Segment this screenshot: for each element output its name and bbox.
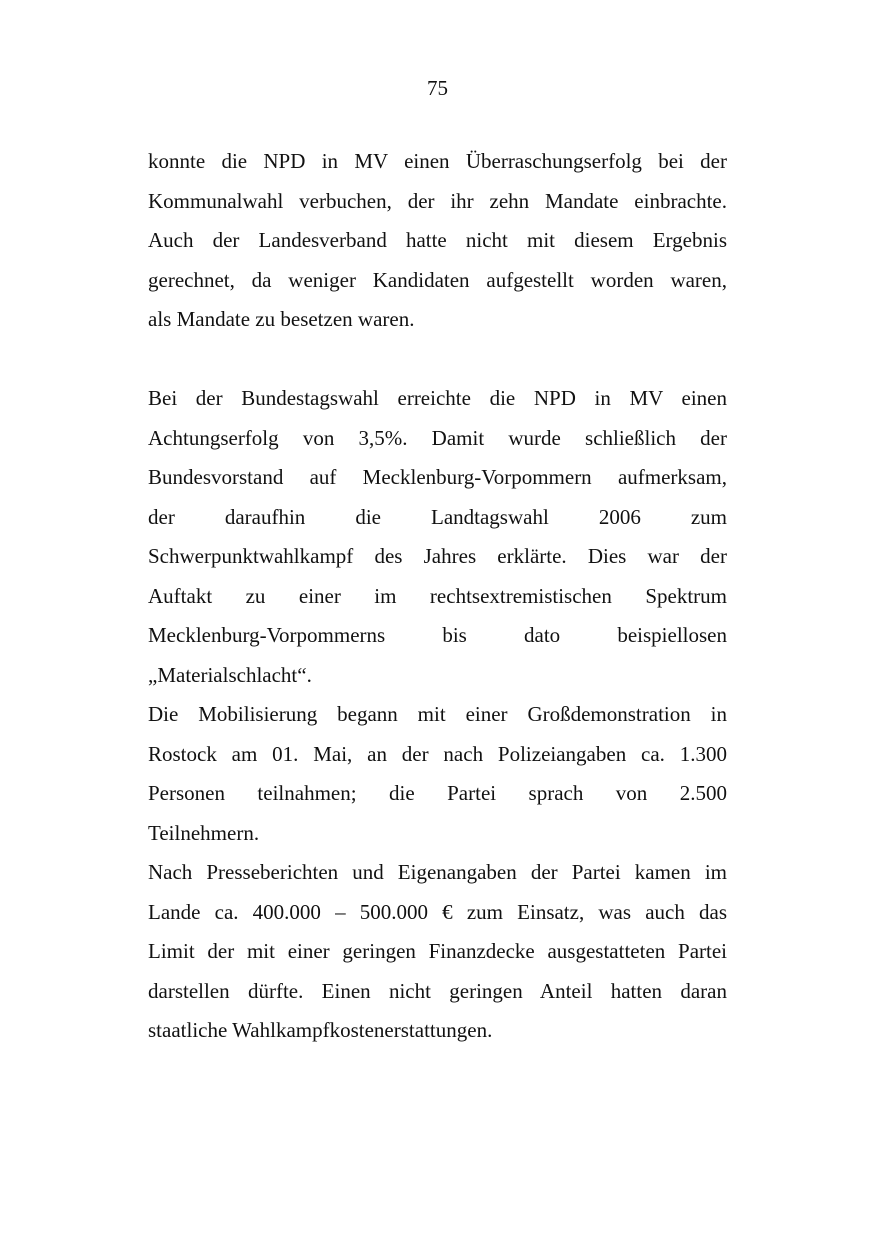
text-block-main: [148, 379, 727, 1051]
text-line: Personen teilnahmen; die Partei sprach von 2.500: [148, 781, 727, 805]
text-line: Bei der Bundestagswahl erreichte die NPD in MV einen: [148, 386, 727, 410]
paragraph-finanzen: [148, 853, 727, 1051]
text-line: Achtungserfolg von 3,5%. Damit wurde schließlich der: [148, 425, 727, 450]
text-line: konnte die NPD in MV einen Überraschungserfolg bei der: [148, 149, 727, 173]
text-line: Auch der Landesverband hatte nicht mit diesem Ergebnis: [148, 228, 727, 252]
text-line: Teilnehmern.: [148, 820, 260, 845]
text-line: gerechnet, da weniger Kandidaten aufgestellt worden waren,: [148, 267, 727, 292]
text-line: Die Mobilisierung begann mit einer Großdemonstration in: [148, 702, 727, 726]
text-line: Rostock am 01. Mai, an der nach Polizeiangaben ca. 1.300: [148, 741, 727, 766]
text-line: Schwerpunktwahlkampf des Jahres erklärte. Dies war der: [148, 544, 727, 568]
paragraph-mobilisierung: [148, 695, 727, 853]
text-block-intro: [148, 142, 727, 340]
text-line: Lande ca. 400.000 – 500.000 € zum Einsatz, was auch das: [148, 899, 727, 924]
page-number: 75: [427, 76, 448, 100]
text-line: Limit der mit einer geringen Finanzdecke ausgestatteten Partei: [148, 939, 727, 963]
text-line: Kommunalwahl verbuchen, der ihr zehn Mandate einbrachte.: [148, 188, 727, 213]
text-line: Bundesvorstand auf Mecklenburg-Vorpommern aufmerksam,: [148, 465, 727, 489]
text-line: der daraufhin die Landtagswahl 2006 zum: [148, 504, 727, 529]
text-line: als Mandate zu besetzen waren.: [148, 307, 415, 331]
paragraph-bundestagswahl: [148, 379, 727, 695]
text-line: „Materialschlacht“.: [148, 662, 312, 687]
paragraph-kommunalwahl: [148, 142, 727, 340]
text-line: Auftakt zu einer im rechtsextremistischen Spektrum: [148, 583, 727, 608]
text-line: darstellen dürfte. Einen nicht geringen Anteil hatten daran: [148, 978, 727, 1003]
text-line: Mecklenburg-Vorpommerns bis dato beispiellosen: [148, 623, 727, 647]
text-line: staatliche Wahlkampfkostenerstattungen.: [148, 1018, 493, 1042]
text-line: Nach Presseberichten und Eigenangaben der Partei kamen im: [148, 860, 727, 884]
